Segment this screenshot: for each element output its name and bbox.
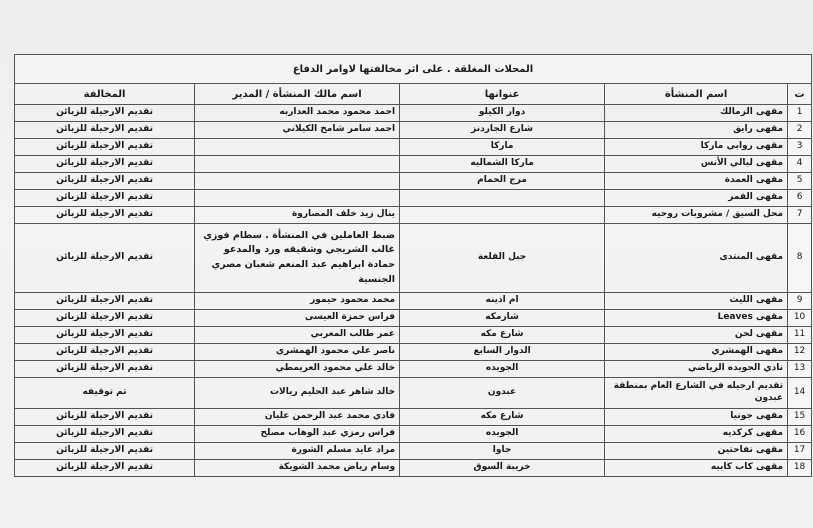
cell-name: مقهى تفاحتين: [605, 443, 788, 460]
cell-address: شارمكه: [400, 310, 605, 327]
cell-owner: فادي محمد عبد الرحمن عليان: [195, 409, 400, 426]
table-row: [15, 378, 812, 409]
cell-address: دوار الكيلو: [400, 105, 605, 122]
cell-violation: تقديم الارجيلة للزبائن: [15, 190, 195, 207]
cell-violation: تقديم الارجيلة للزبائن: [15, 139, 195, 156]
cell-name: مقهى جونيا: [605, 409, 788, 426]
cell-address: [400, 190, 605, 207]
cell-name: مقهى القمر: [605, 190, 788, 207]
cell-name: مقهى العمدة: [605, 173, 788, 190]
cell-name: مقهى كاب كابيه: [605, 460, 788, 477]
cell-owner: خالد شاهر عبد الحليم ريالات: [195, 378, 400, 409]
cell-name: مقهى الليث: [605, 293, 788, 310]
cell-name: تقديم ارجيله في الشارع العام بمنطقة عبدون: [605, 378, 788, 409]
cell-name: مقهى المنتدى: [605, 224, 788, 293]
cell-name: مقهى كركديه: [605, 426, 788, 443]
cell-name: مقهى ليالي الأنس: [605, 156, 788, 173]
cell-owner: وسام رياض محمد الشويكة: [195, 460, 400, 477]
cell-owner: [195, 190, 400, 207]
cell-violation: تقديم الارجيلة للزبائن: [15, 443, 195, 460]
cell-owner: عمر طالب المغربي: [195, 327, 400, 344]
table-row: [15, 105, 812, 122]
cell-owner: فراس رمزي عبد الوهاب مصلح: [195, 426, 400, 443]
cell-num: 12: [788, 344, 812, 361]
table-row: [15, 344, 812, 361]
cell-owner: [195, 139, 400, 156]
cell-num: 11: [788, 327, 812, 344]
table-row: [15, 361, 812, 378]
table-row: [15, 310, 812, 327]
cell-num: 16: [788, 426, 812, 443]
cell-num: 8: [788, 224, 812, 293]
table-header-row: [15, 84, 812, 105]
cell-owner: احمد محمود محمد العداربه: [195, 105, 400, 122]
cell-violation: تم توقيفه: [15, 378, 195, 409]
table-row: [15, 224, 812, 293]
cell-num: 9: [788, 293, 812, 310]
cell-address: مرج الحمام: [400, 173, 605, 190]
cell-name: مقهى رايق: [605, 122, 788, 139]
cell-owner: خالد علي محمود العريمطي: [195, 361, 400, 378]
header-address: عنوانها: [400, 84, 605, 105]
cell-address: شارع الجاردنز: [400, 122, 605, 139]
cell-num: 15: [788, 409, 812, 426]
table-row: [15, 122, 812, 139]
table-body: [15, 105, 812, 477]
cell-owner: احمد سامر شامخ الكيلاني: [195, 122, 400, 139]
cell-name: مقهى الزمالك: [605, 105, 788, 122]
cell-address: جبل القلعة: [400, 224, 605, 293]
closed-shops-sheet: [14, 54, 811, 528]
cell-owner: ينال زيد خلف المصاروة: [195, 207, 400, 224]
table-row: [15, 139, 812, 156]
cell-address: [400, 207, 605, 224]
cell-name: مقهى الهمشري: [605, 344, 788, 361]
cell-violation: تقديم الارجيلة للزبائن: [15, 310, 195, 327]
cell-num: 6: [788, 190, 812, 207]
table-row: [15, 327, 812, 344]
cell-num: 10: [788, 310, 812, 327]
cell-owner: ضبط العاملين في المنشأة . سطام فوزي غالب الشريجي وشقيقه ورد والمدعو حمادة ابراهيم عبد المنعم شعبان مصري الجنسية: [195, 224, 400, 293]
cell-num: 13: [788, 361, 812, 378]
cell-num: 1: [788, 105, 812, 122]
cell-address: الجويده: [400, 361, 605, 378]
closed-shops-table: [14, 54, 812, 477]
table-row: [15, 293, 812, 310]
cell-address: الدوار السابع: [400, 344, 605, 361]
cell-violation: تقديم الارجيلة للزبائن: [15, 122, 195, 139]
table-row: [15, 443, 812, 460]
cell-violation: تقديم الارجيلة للزبائن: [15, 156, 195, 173]
header-owner: اسم مالك المنشأة / المدير: [195, 84, 400, 105]
table-row: [15, 156, 812, 173]
cell-num: 14: [788, 378, 812, 409]
cell-violation: تقديم الارجيلة للزبائن: [15, 224, 195, 293]
cell-address: شارع مكه: [400, 409, 605, 426]
cell-owner: [195, 173, 400, 190]
cell-violation: تقديم الارجيلة للزبائن: [15, 426, 195, 443]
cell-owner: ناصر علي محمود الهمشري: [195, 344, 400, 361]
cell-address: الجويده: [400, 426, 605, 443]
header-name: اسم المنشأة: [605, 84, 788, 105]
cell-violation: تقديم الارجيلة للزبائن: [15, 173, 195, 190]
cell-name: محل السيق / مشروبات روحيه: [605, 207, 788, 224]
table-title: المحلات المغلقة . على اثر مخالفتها لاوامر الدفاع: [15, 55, 812, 84]
cell-owner: [195, 156, 400, 173]
cell-num: 4: [788, 156, 812, 173]
cell-address: خريبة السوق: [400, 460, 605, 477]
cell-address: عبدون: [400, 378, 605, 409]
cell-name: نادي الجويده الرياضي: [605, 361, 788, 378]
cell-address: ام اذينه: [400, 293, 605, 310]
table-title-row: [15, 55, 812, 84]
header-violation: المخالفة: [15, 84, 195, 105]
cell-num: 18: [788, 460, 812, 477]
cell-name: مقهى لحن: [605, 327, 788, 344]
cell-violation: تقديم الارجيلة للزبائن: [15, 460, 195, 477]
cell-violation: تقديم الارجيلة للزبائن: [15, 361, 195, 378]
table-row: [15, 426, 812, 443]
table-row: [15, 207, 812, 224]
cell-violation: تقديم الارجيلة للزبائن: [15, 409, 195, 426]
cell-name: مقهى روابي ماركا: [605, 139, 788, 156]
table-row: [15, 173, 812, 190]
cell-num: 2: [788, 122, 812, 139]
cell-name: مقهى Leaves: [605, 310, 788, 327]
cell-address: ماركا: [400, 139, 605, 156]
cell-address: جاوا: [400, 443, 605, 460]
cell-violation: تقديم الارجيلة للزبائن: [15, 327, 195, 344]
cell-num: 17: [788, 443, 812, 460]
cell-address: شارع مكه: [400, 327, 605, 344]
cell-violation: تقديم الارجيلة للزبائن: [15, 293, 195, 310]
cell-owner: فراس حمزة العيسى: [195, 310, 400, 327]
table-row: [15, 190, 812, 207]
cell-address: ماركا الشماليه: [400, 156, 605, 173]
cell-violation: تقديم الارجيلة للزبائن: [15, 344, 195, 361]
header-num: ت: [788, 84, 812, 105]
cell-violation: تقديم الارجيلة للزبائن: [15, 207, 195, 224]
cell-violation: تقديم الارجيلة للزبائن: [15, 105, 195, 122]
cell-owner: مراد عايد مسلم الشورة: [195, 443, 400, 460]
cell-num: 5: [788, 173, 812, 190]
table-row: [15, 409, 812, 426]
cell-num: 3: [788, 139, 812, 156]
cell-num: 7: [788, 207, 812, 224]
cell-owner: محمد محمود حيمور: [195, 293, 400, 310]
table-row: [15, 460, 812, 477]
